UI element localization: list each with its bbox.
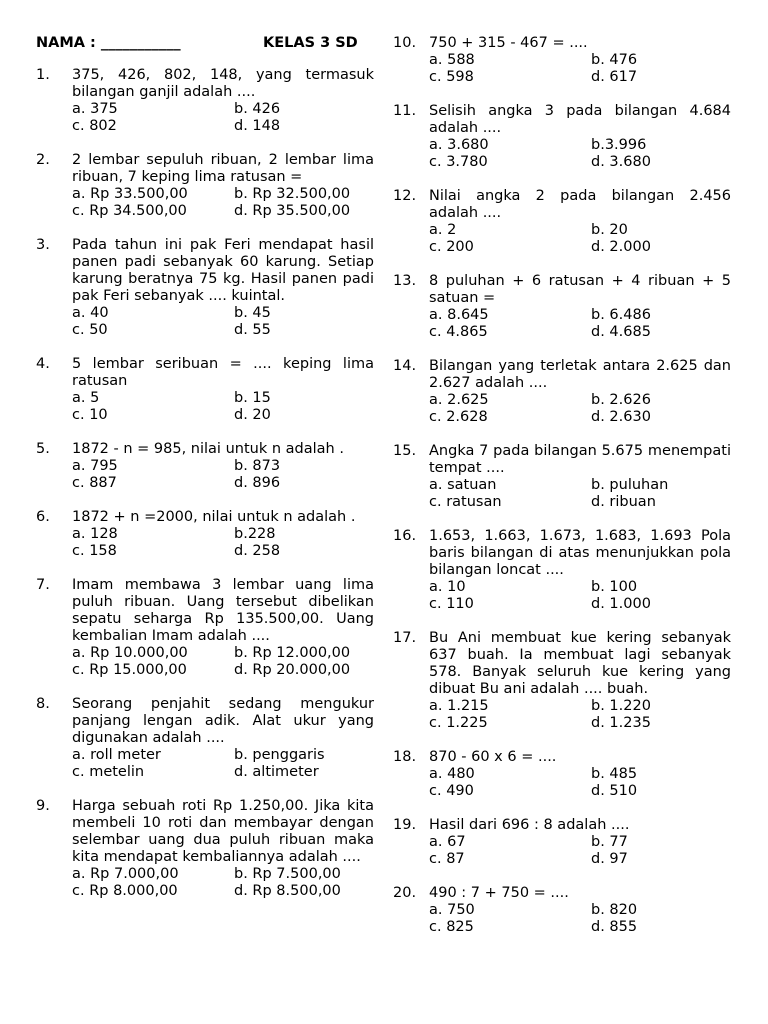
question-6 <box>36 509 374 560</box>
question-4 <box>36 356 374 424</box>
answer-options <box>429 834 731 868</box>
option-d: d. 4.685 <box>591 324 651 340</box>
option-b: b. 15 <box>234 390 271 406</box>
option-a: a. 1.215 <box>429 698 489 714</box>
answer-options <box>429 477 731 511</box>
option-d: d. 1.235 <box>591 715 651 731</box>
option-a: a. Rp 33.500,00 <box>72 186 188 202</box>
question-content <box>72 67 374 135</box>
question-5 <box>36 441 374 492</box>
question-content <box>429 103 731 171</box>
question-number: 13. <box>393 273 417 289</box>
option-a: a. 480 <box>429 766 475 782</box>
question-number: 3. <box>36 237 50 253</box>
question-1 <box>36 67 374 135</box>
option-c: c. Rp 8.000,00 <box>72 883 178 899</box>
question-content <box>429 749 731 800</box>
question-14 <box>393 358 731 426</box>
option-c: c. 4.865 <box>429 324 488 340</box>
question-text: Pada tahun ini pak Feri mendapat hasil panen padi sebanyak 60 karung. Setiap karung beratnya 75 kg. Hasil panen padi pak Feri sebanyak .... kuintal. <box>72 237 374 304</box>
question-number: 6. <box>36 509 50 525</box>
option-a: a. 2.625 <box>429 392 489 408</box>
option-c: c. Rp 34.500,00 <box>72 203 187 219</box>
question-content <box>72 441 374 492</box>
question-12 <box>393 188 731 256</box>
question-text: 490 : 7 + 750 = .... <box>429 885 569 901</box>
option-a: a. 588 <box>429 52 475 68</box>
option-c: c. 158 <box>72 543 117 559</box>
question-text: Imam membawa 3 lembar uang lima puluh ribuan. Uang tersebut dibelikan sepatu seharga Rp 135.500,00. Uang kembalian Imam adalah .... <box>72 577 374 644</box>
question-number: 19. <box>393 817 417 833</box>
question-text: Bu Ani membuat kue kering sebanyak 637 buah. Ia membuat lagi sebanyak 578. Banyak seluruh kue kering yang dibuat Bu ani adalah .... buah. <box>429 630 731 697</box>
question-20 <box>393 885 731 936</box>
question-number: 18. <box>393 749 417 765</box>
question-text: Nilai angka 2 pada bilangan 2.456 adalah .... <box>429 188 731 221</box>
answer-options <box>429 698 731 732</box>
question-number: 17. <box>393 630 417 646</box>
answer-options <box>72 866 374 900</box>
option-b: b. 426 <box>234 101 281 117</box>
option-a: a. 128 <box>72 526 118 542</box>
question-content <box>429 273 731 341</box>
question-16 <box>393 528 731 613</box>
question-2 <box>36 152 374 220</box>
option-d: d. 855 <box>591 919 638 935</box>
question-text: Bilangan yang terletak antara 2.625 dan 2.627 adalah .... <box>429 358 731 391</box>
question-text: Seorang penjahit sedang mengukur panjang lengan adik. Alat ukur yang digunakan adalah .... <box>72 696 374 746</box>
left-column <box>36 35 374 917</box>
option-d: d. 97 <box>591 851 628 867</box>
answer-options <box>429 766 731 800</box>
option-b: b. 1.220 <box>591 698 651 714</box>
option-d: d. Rp 20.000,00 <box>234 662 351 678</box>
option-d: d. 55 <box>234 322 271 338</box>
question-content <box>72 696 374 781</box>
option-c: c. 825 <box>429 919 474 935</box>
option-d: d. 258 <box>234 543 281 559</box>
answer-options <box>429 137 731 171</box>
question-content <box>429 630 731 732</box>
question-text: 5 lembar seribuan = .... keping lima ratusan <box>72 356 374 389</box>
answer-options <box>72 747 374 781</box>
option-d: d. 510 <box>591 783 638 799</box>
name-field-label: NAMA : ___________ <box>36 35 181 51</box>
option-d: d. ribuan <box>591 494 656 510</box>
option-c: c. 87 <box>429 851 465 867</box>
option-d: d. 3.680 <box>591 154 651 170</box>
question-text: 870 - 60 x 6 = .... <box>429 749 557 765</box>
option-c: c. Rp 15.000,00 <box>72 662 187 678</box>
question-number: 8. <box>36 696 50 712</box>
option-d: d. 148 <box>234 118 281 134</box>
answer-options <box>429 222 731 256</box>
question-text: Harga sebuah roti Rp 1.250,00. Jika kita membeli 10 roti dan membayar dengan selembar uang dua puluh ribuan maka kita mendapat kembaliannya adalah .... <box>72 798 374 865</box>
option-d: d. 1.000 <box>591 596 651 612</box>
option-a: a. 375 <box>72 101 118 117</box>
option-b: b. puluhan <box>591 477 669 493</box>
question-content <box>429 35 731 86</box>
question-text: Hasil dari 696 : 8 adalah .... <box>429 817 630 833</box>
option-b: b. 100 <box>591 579 638 595</box>
option-a: a. 795 <box>72 458 118 474</box>
question-content <box>72 509 374 560</box>
question-18 <box>393 749 731 800</box>
question-content <box>72 356 374 424</box>
option-a: a. 5 <box>72 390 100 406</box>
option-c: c. 200 <box>429 239 474 255</box>
option-d: d. altimeter <box>234 764 319 780</box>
question-content <box>429 528 731 613</box>
question-content <box>429 358 731 426</box>
answer-options <box>429 307 731 341</box>
left-question-list <box>36 67 374 900</box>
option-c: c. 598 <box>429 69 474 85</box>
question-number: 14. <box>393 358 417 374</box>
question-15 <box>393 443 731 511</box>
option-b: b. Rp 12.000,00 <box>234 645 351 661</box>
question-number: 20. <box>393 885 417 901</box>
question-content <box>429 885 731 936</box>
option-c: c. 3.780 <box>429 154 488 170</box>
question-3 <box>36 237 374 339</box>
answer-options <box>72 186 374 220</box>
option-c: c. ratusan <box>429 494 502 510</box>
option-a: a. 40 <box>72 305 109 321</box>
question-10 <box>393 35 731 86</box>
option-c: c. 1.225 <box>429 715 488 731</box>
option-d: d. 896 <box>234 475 281 491</box>
answer-options <box>429 392 731 426</box>
question-number: 12. <box>393 188 417 204</box>
option-c: c. 887 <box>72 475 117 491</box>
answer-options <box>72 390 374 424</box>
option-b: b. 45 <box>234 305 271 321</box>
answer-options <box>429 902 731 936</box>
option-b: b. 6.486 <box>591 307 651 323</box>
answer-options <box>429 579 731 613</box>
question-11 <box>393 103 731 171</box>
right-question-list <box>393 35 731 936</box>
question-text: 8 puluhan + 6 ratusan + 4 ribuan + 5 satuan = <box>429 273 731 306</box>
option-a: a. roll meter <box>72 747 161 763</box>
option-b: b. 873 <box>234 458 281 474</box>
option-b: b. 20 <box>591 222 628 238</box>
answer-options <box>72 458 374 492</box>
question-number: 10. <box>393 35 417 51</box>
class-label: KELAS 3 SD <box>263 35 358 51</box>
option-b: b. 2.626 <box>591 392 651 408</box>
question-19 <box>393 817 731 868</box>
option-a: a. Rp 10.000,00 <box>72 645 188 661</box>
question-number: 15. <box>393 443 417 459</box>
question-7 <box>36 577 374 679</box>
question-text: 1872 + n =2000, nilai untuk n adalah . <box>72 509 356 525</box>
option-b: b. 820 <box>591 902 638 918</box>
answer-options <box>72 526 374 560</box>
question-text: 750 + 315 - 467 = .... <box>429 35 588 51</box>
question-content <box>72 237 374 339</box>
option-d: d. Rp 35.500,00 <box>234 203 351 219</box>
question-text: 2 lembar sepuluh ribuan, 2 lembar lima ribuan, 7 keping lima ratusan = <box>72 152 374 185</box>
answer-options <box>72 305 374 339</box>
option-b: b.228 <box>234 526 276 542</box>
question-content <box>429 443 731 511</box>
option-a: a. 67 <box>429 834 466 850</box>
answer-options <box>429 52 731 86</box>
question-content <box>429 817 731 868</box>
question-content <box>429 188 731 256</box>
option-b: b. 77 <box>591 834 628 850</box>
option-a: a. satuan <box>429 477 497 493</box>
option-b: b. Rp 7.500,00 <box>234 866 341 882</box>
question-number: 9. <box>36 798 50 814</box>
question-number: 1. <box>36 67 50 83</box>
question-text: 375, 426, 802, 148, yang termasuk bilangan ganjil adalah .... <box>72 67 374 100</box>
question-number: 2. <box>36 152 50 168</box>
answer-options <box>72 645 374 679</box>
question-number: 16. <box>393 528 417 544</box>
option-b: b. penggaris <box>234 747 325 763</box>
question-text: 1.653, 1.663, 1.673, 1.683, 1.693 Pola baris bilangan di atas menunjukkan pola bilangan loncat .... <box>429 528 731 578</box>
option-d: d. Rp 8.500,00 <box>234 883 341 899</box>
option-d: d. 2.630 <box>591 409 651 425</box>
option-a: a. 2 <box>429 222 457 238</box>
option-b: b. 485 <box>591 766 638 782</box>
question-content <box>72 798 374 900</box>
question-number: 7. <box>36 577 50 593</box>
question-9 <box>36 798 374 900</box>
option-d: d. 20 <box>234 407 271 423</box>
question-17 <box>393 630 731 732</box>
option-a: a. 10 <box>429 579 466 595</box>
worksheet-header <box>36 35 374 52</box>
right-column <box>393 35 731 953</box>
option-a: a. 8.645 <box>429 307 489 323</box>
question-13 <box>393 273 731 341</box>
option-b: b. 476 <box>591 52 638 68</box>
option-c: c. metelin <box>72 764 145 780</box>
option-c: c. 802 <box>72 118 117 134</box>
option-d: d. 617 <box>591 69 638 85</box>
option-a: a. 3.680 <box>429 137 489 153</box>
option-b: b.3.996 <box>591 137 647 153</box>
option-c: c. 2.628 <box>429 409 488 425</box>
question-number: 5. <box>36 441 50 457</box>
option-a: a. Rp 7.000,00 <box>72 866 179 882</box>
option-c: c. 490 <box>429 783 474 799</box>
question-text: 1872 - n = 985, nilai untuk n adalah . <box>72 441 344 457</box>
question-8 <box>36 696 374 781</box>
question-content <box>72 577 374 679</box>
option-a: a. 750 <box>429 902 475 918</box>
question-text: Angka 7 pada bilangan 5.675 menempati tempat .... <box>429 443 731 476</box>
question-text: Selisih angka 3 pada bilangan 4.684 adalah .... <box>429 103 731 136</box>
option-c: c. 50 <box>72 322 108 338</box>
question-number: 4. <box>36 356 50 372</box>
question-number: 11. <box>393 103 417 119</box>
option-c: c. 10 <box>72 407 108 423</box>
question-content <box>72 152 374 220</box>
option-b: b. Rp 32.500,00 <box>234 186 351 202</box>
option-c: c. 110 <box>429 596 474 612</box>
answer-options <box>72 101 374 135</box>
option-d: d. 2.000 <box>591 239 651 255</box>
